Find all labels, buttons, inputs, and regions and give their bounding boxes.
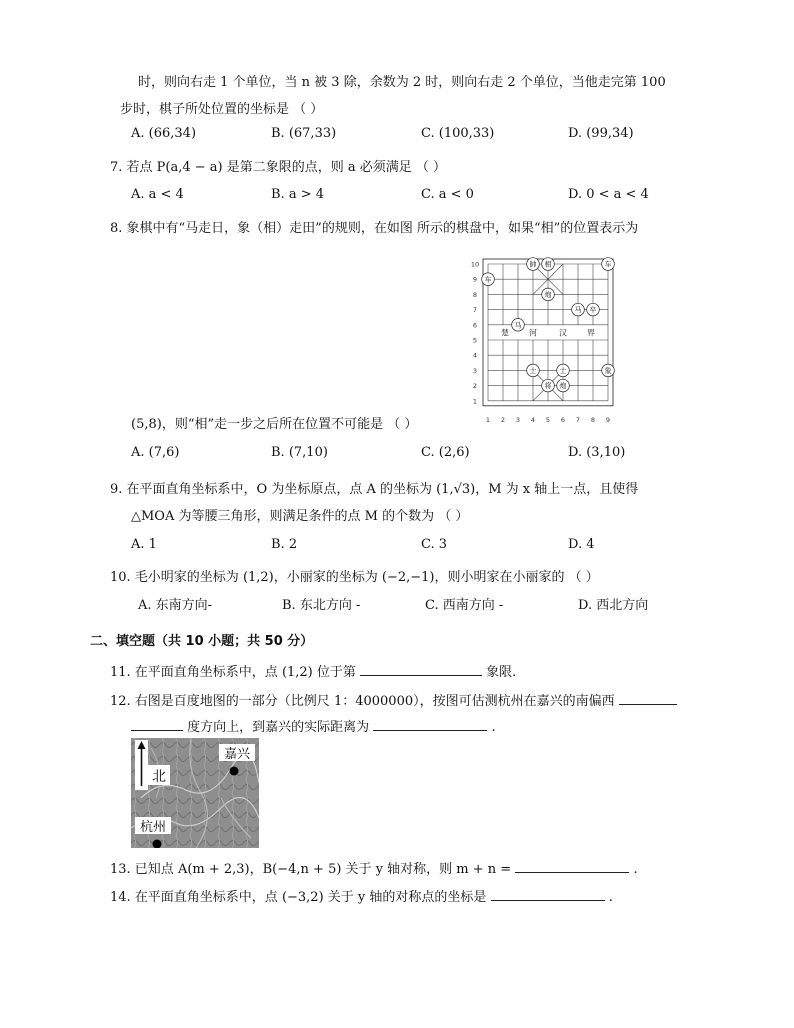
- q9-stem-line1: 9. 在平面直角坐标系中，O 为坐标原点，点 A 的坐标为 (1,√3)，M 为 x 轴上一点，且使得: [110, 482, 639, 497]
- board-x-label: 1: [485, 416, 491, 424]
- q12-line2: [131, 716, 496, 737]
- chess-piece-label: 卒: [589, 306, 597, 315]
- q10-stem: 10. 毛小明家的坐标为 (1,2)，小丽家的坐标为 (−2,−1)，则小明家在小丽家的 （ ）: [110, 570, 599, 585]
- q8-stem-line2: (5,8)，则“相”走一步之后所在位置不可能是 （ ）: [131, 417, 418, 432]
- q8-option-b: B. (7,10): [271, 445, 328, 460]
- board-y-label: 5: [472, 336, 478, 345]
- q10-option-b: B. 东北方向 -: [282, 598, 361, 613]
- q8-stem-line1: 8. 象棋中有“马走日，象（相）走田”的规则，在如图 所示的棋盘中，如果“相”的位置表示为: [110, 221, 639, 236]
- chess-piece: [602, 258, 615, 271]
- q11: [110, 661, 516, 682]
- q13-text-before: 13. 已知点 A(m + 2,3)，B(−4,n + 5) 关于 y 轴对称，则 m + n =: [110, 862, 512, 877]
- board-y-label: 10: [470, 260, 480, 269]
- river-char: 界: [587, 328, 595, 338]
- chess-piece-label: 帥: [529, 260, 537, 269]
- river-char: 楚: [501, 328, 509, 338]
- chess-piece-label: 相: [544, 260, 552, 269]
- baidu-map-figure: [131, 738, 259, 848]
- q12-text-line2: 度方向上，到嘉兴的实际距离为: [187, 720, 370, 735]
- q6-line2: 步时，棋子所处位置的坐标是 （ ）: [120, 102, 324, 117]
- q12-text-line1: 12. 右图是百度地图的一部分（比例尺 1：4000000），按图可估测杭州在嘉兴的南偏西: [110, 694, 615, 709]
- chess-piece: [602, 364, 615, 377]
- q6-option-d: D. (99,34): [568, 126, 634, 141]
- map-jiaxing-label: 嘉兴: [223, 747, 251, 762]
- q14-text-after: .: [608, 890, 613, 905]
- board-x-label: 8: [590, 416, 596, 424]
- chess-piece: [572, 303, 585, 316]
- chess-piece-label: 马: [514, 321, 522, 330]
- q12-blank-distance[interactable]: [373, 716, 487, 731]
- q9-option-a: A. 1: [131, 537, 157, 552]
- q14-text-before: 14. 在平面直角坐标系中，点 (−3,2) 关于 y 轴的对称点的坐标是: [110, 890, 487, 905]
- q9-stem-line2: △MOA 为等腰三角形，则满足条件的点 M 的个数为 （ ）: [131, 509, 469, 524]
- chess-piece-label: 象: [604, 367, 612, 375]
- board-y-label: 9: [472, 275, 478, 284]
- map-north-label: 北: [152, 769, 166, 785]
- river-char: 汉: [559, 328, 567, 338]
- chess-piece-label: 将: [544, 382, 552, 391]
- q12-line1: [110, 690, 677, 711]
- board-y-label: 1: [472, 397, 478, 406]
- chess-piece: [527, 258, 540, 271]
- q6-option-b: B. (67,33): [271, 126, 337, 141]
- q7-option-a: A. a < 4: [131, 187, 184, 202]
- chess-piece-label: 车: [484, 275, 492, 284]
- chess-piece: [542, 288, 555, 301]
- jiaxing-dot-icon: [230, 767, 239, 776]
- q8-option-a: A. (7,6): [131, 445, 180, 460]
- q6-option-a: A. (66,34): [131, 126, 197, 141]
- board-x-label: 7: [575, 416, 581, 424]
- board-y-label: 3: [472, 366, 478, 375]
- q11-text-after: 象限.: [486, 665, 517, 680]
- board-x-label: 9: [605, 416, 611, 424]
- board-x-label: 3: [515, 416, 521, 424]
- chess-piece-label: 马: [574, 306, 582, 315]
- board-y-label: 7: [472, 306, 478, 315]
- q8-option-d: D. (3,10): [568, 445, 626, 460]
- chess-board-figure: [470, 256, 620, 426]
- chess-piece-label: 车: [604, 260, 612, 269]
- chess-piece: [587, 303, 600, 316]
- board-x-label: 2: [500, 416, 506, 424]
- q7-stem: 7. 若点 P(a,4 − a) 是第二象限的点，则 a 必须满足 （ ）: [110, 160, 447, 175]
- q12-blank-angle-part2[interactable]: [131, 716, 183, 731]
- chess-piece: [557, 364, 570, 377]
- chess-piece: [557, 379, 570, 392]
- q14-answer-blank[interactable]: [491, 886, 605, 901]
- q13-text-after: .: [633, 862, 638, 877]
- q10-option-a: A. 东南方向-: [138, 598, 213, 613]
- board-y-label: 6: [472, 321, 478, 330]
- q9-option-d: D. 4: [568, 537, 595, 552]
- chess-piece-label: 炮: [544, 291, 552, 299]
- board-labels: [471, 261, 610, 425]
- q11-answer-blank[interactable]: [360, 661, 482, 676]
- board-x-label: 4: [530, 416, 536, 424]
- chess-piece-label: 士: [529, 367, 537, 375]
- board-y-label: 8: [472, 290, 478, 299]
- q6-line1: 时，则向右走 1 个单位，当 n 被 3 除，余数为 2 时，则向右走 2 个单位，当他走完第 100: [138, 75, 666, 90]
- q13-answer-blank[interactable]: [515, 858, 629, 873]
- q9-option-c: C. 3: [421, 537, 448, 552]
- chess-piece: [542, 379, 555, 392]
- board-x-label: 5: [545, 416, 551, 424]
- board-x-label: 6: [560, 416, 566, 424]
- q14: [110, 886, 613, 907]
- chess-piece: [527, 364, 540, 377]
- q9-option-b: B. 2: [271, 537, 298, 552]
- map-hangzhou-label: 杭州: [139, 820, 167, 835]
- section-title: 二、填空题（共 10 小题；共 50 分）: [90, 634, 314, 649]
- q11-text-before: 11. 在平面直角坐标系中，点 (1,2) 位于第: [110, 665, 356, 680]
- board-y-label: 2: [472, 382, 478, 391]
- q8-option-c: C. (2,6): [421, 445, 470, 460]
- q7-option-c: C. a < 0: [421, 187, 474, 202]
- q7-option-d: D. 0 < a < 4: [568, 187, 649, 202]
- chess-piece: [512, 319, 525, 332]
- q13: [110, 858, 638, 879]
- q10-option-d: D. 西北方向: [578, 598, 649, 613]
- q7-option-b: B. a > 4: [271, 187, 324, 202]
- q12-blank-angle-part1[interactable]: [619, 690, 677, 705]
- chess-piece: [542, 258, 555, 271]
- chess-piece-label: 炮: [559, 382, 567, 391]
- chess-piece-label: 士: [559, 367, 567, 375]
- q12-text-line2-end: .: [491, 720, 496, 735]
- q6-option-c: C. (100,33): [421, 126, 495, 141]
- chess-piece: [482, 273, 495, 286]
- river-char: 河: [529, 328, 537, 338]
- board-y-label: 4: [472, 351, 478, 360]
- q10-option-c: C. 西南方向 -: [425, 598, 504, 613]
